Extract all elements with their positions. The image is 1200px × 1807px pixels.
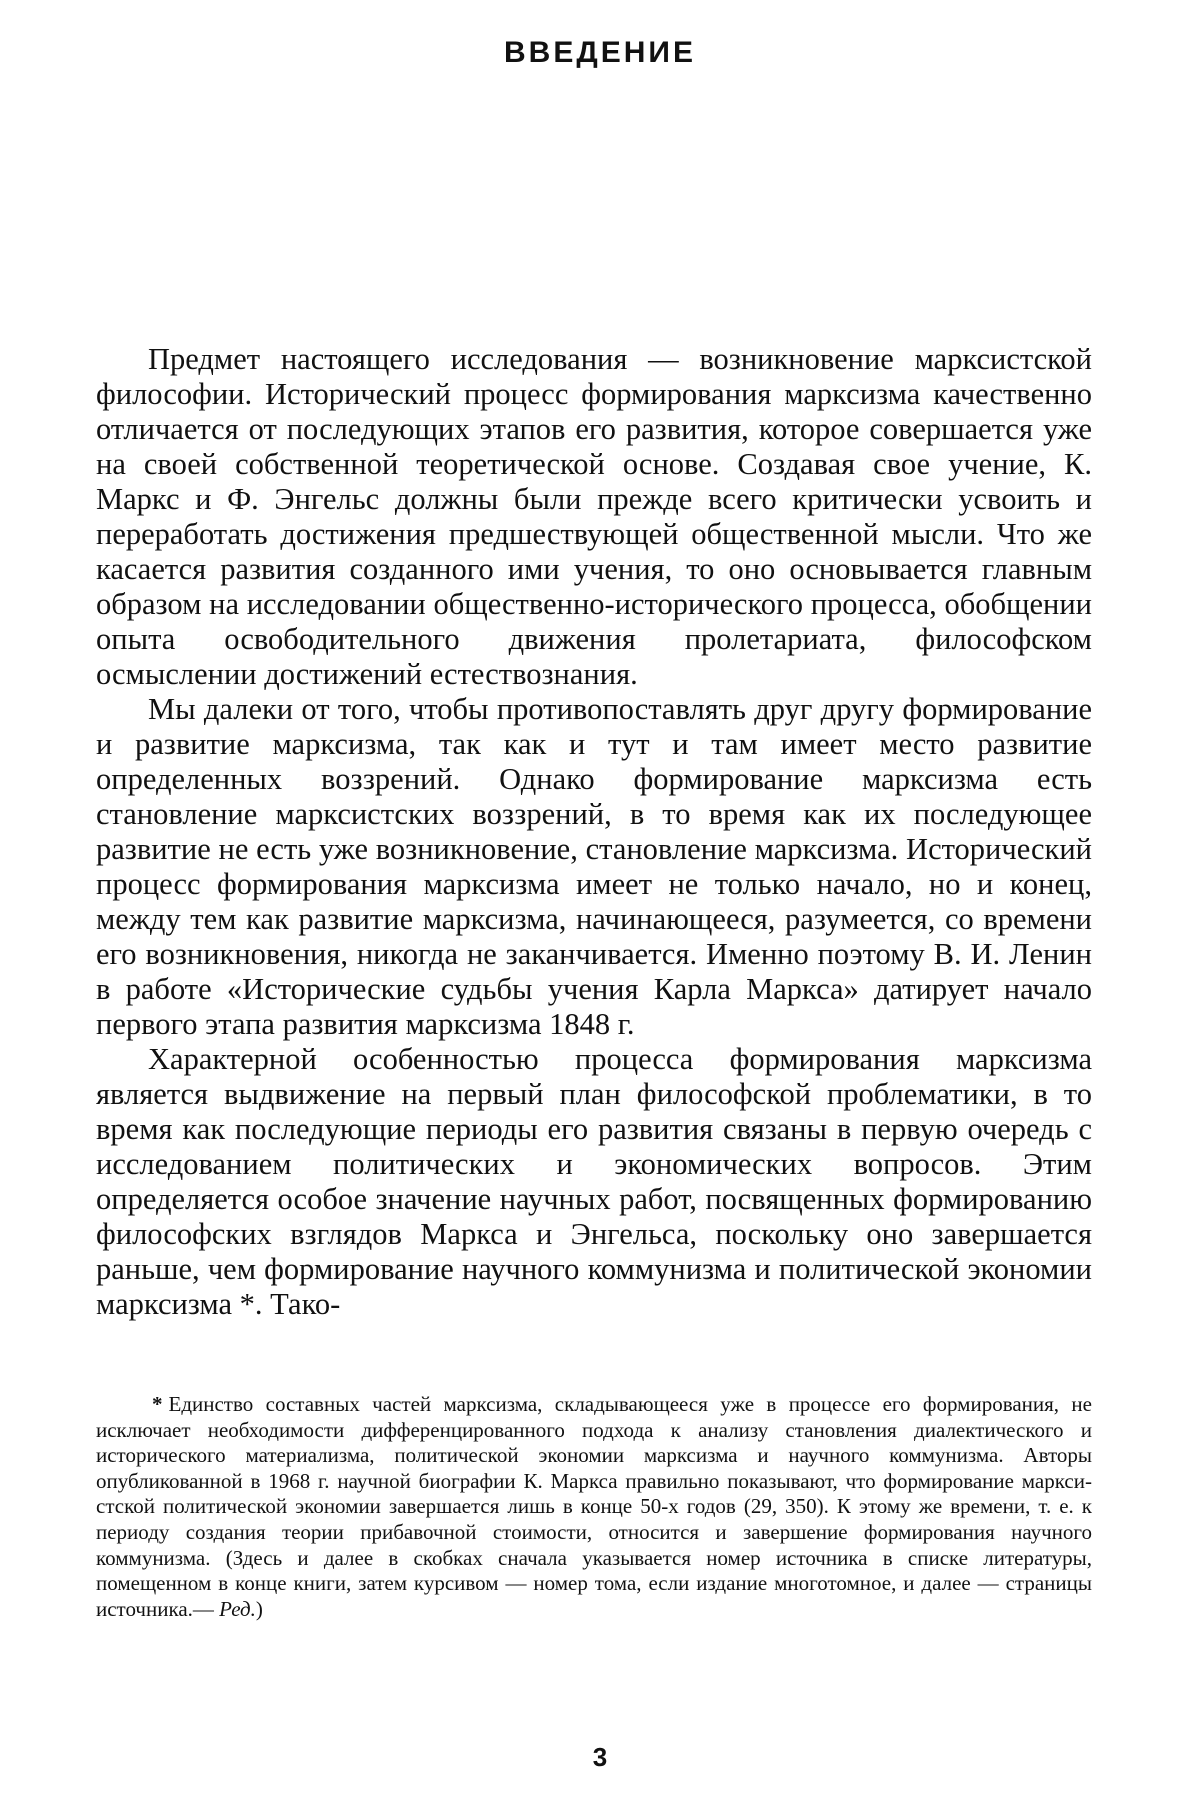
page-title: ВВЕДЕНИЕ [504, 36, 696, 69]
footnote [96, 1392, 1092, 1622]
footnote-editor-abbrev: Ред. [219, 1596, 256, 1621]
main-body [96, 342, 1092, 1322]
footnote-marker: * [152, 1392, 163, 1416]
body-paragraph-2: Мы далеки от того, чтобы противопоставлять друг другу формирование и развитие марксизма, так как и тут и там имеет место развитие определенных воззрений. Однако формирование марксизма есть становление марксистских воззрений, в то время как их последующее развитие не есть уже возникновение, становление марксизма. Исторический процесс формирования марксизма имеет не только начало, но и конец, между тем как развитие марксизма, начинающееся, разумеется, со времени его возникновения, никогда не заканчивается. Именно поэтому В. И. Ленин в работе «Исторические судьбы учения Карла Маркса» датирует начало первого этапа развития марксизма 1848 г. [96, 692, 1092, 1041]
footnote-closing: ) [255, 1596, 263, 1621]
body-paragraph-3: Характерной особенностью процесса формирования марксизма является выдвижение на первый план философской проблематики, в то время как последующие периоды его развития связаны в первую очередь с исследованием политических и экономических вопросов. Этим определяется особое значение научных работ, посвященных формированию философских взглядов Маркса и Энгельса, поскольку оно завершается раньше, чем формирование научного коммунизма и политической экономии марксизма *. Тако- [96, 1042, 1092, 1321]
page-number: 3 [592, 1742, 608, 1772]
footnote-paragraph [96, 1392, 1092, 1622]
body-paragraph-1: Предмет настоящего исследования — возникновение марксистской философии. Исторический процесс формирования марксизма качественно отличается от последующих этапов его развития, которое совершается уже на своей собственной теоретической основе. Создавая свое учение, К. Маркс и Ф. Энгельс должны были прежде всего критически усвоить и переработать достижения предшествующей общественной мысли. Что же касается развития созданного ими учения, то оно основывается главным образом на исследовании общественно-исторического процесса, обобщении опыта освободительного движения пролетариата, философском осмыслении достижений естествознания. [96, 342, 1092, 691]
footnote-text: Единство составных частей марксизма, складывающееся уже в процессе его формирования, не исключает необходимости дифференцированного подхода к анализу становления диалектического и исторического материализма, политической экономии марксизма и научного коммунизма. Авторы опубликованной в 1968 г. научной биографии К. Маркса правильно показывают, что формирование марксистской политической экономии завершается лишь в конце 50-х годов (29, 350). К этому же времени, т. е. к периоду создания теории прибавочной стоимости, относится и завершение формирования научного коммунизма. (Здесь и далее в скобках сначала указывается номер источника в списке литературы, помещенном в конце книги, затем курсивом — номер тома, если издание многотомное, и далее — страницы источника.— [96, 1392, 1092, 1621]
